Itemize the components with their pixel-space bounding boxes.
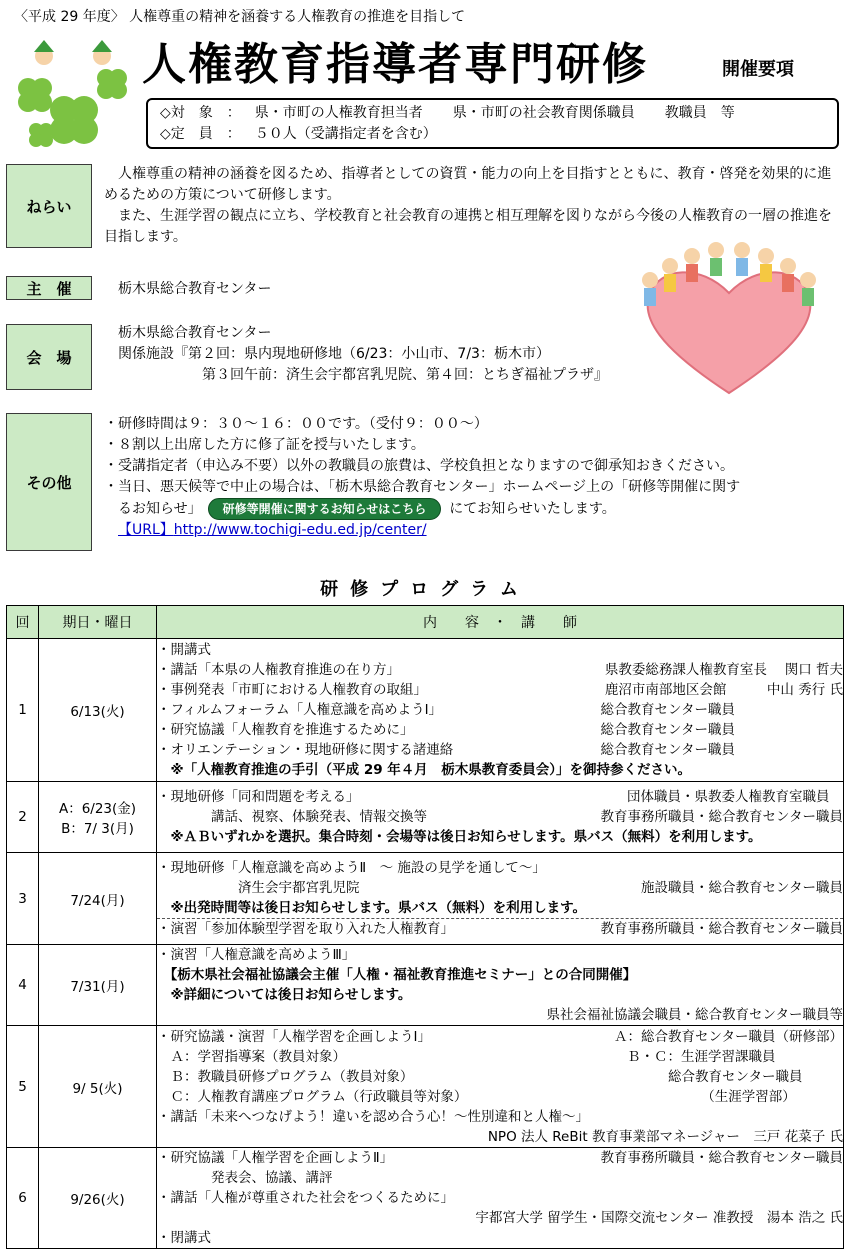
content-line <box>157 1087 843 1107</box>
row-date <box>39 853 157 945</box>
target-value-1: 県・市町の人権教育担当者 <box>254 105 423 121</box>
content-item: ・演習「参加体験型学習を取り入れた人権教育」 <box>157 921 454 937</box>
aim-paragraph-2: また、生涯学習の観点に立ち、学校教育と社会教育の連携と相互理解を図りながら今後の人権教育の一層の推進を目指します。 <box>104 208 832 245</box>
other-label: その他 <box>6 413 92 551</box>
row-date <box>39 1148 157 1249</box>
content-line <box>157 1127 843 1147</box>
content-lecturer: 鹿沼市南部地区会館 中山 秀行 氏 <box>604 682 843 698</box>
content-line <box>157 680 843 700</box>
program-row <box>7 853 844 945</box>
content-item: ※詳細については後日お知らせします。 <box>157 987 412 1003</box>
content-lecturer: （生涯学習部） <box>701 1088 843 1105</box>
row-date-1: 9/26(火) <box>70 1192 125 1208</box>
content-item: ・講話「本県の人権教育推進の在り方」 <box>157 662 400 678</box>
target-value-2: 県・市町の社会教育関係職員 <box>452 105 635 121</box>
content-lecturer: 県社会福祉協議会職員・総合教育センター職員等 <box>546 1007 843 1023</box>
aim-text <box>104 164 836 248</box>
header-date: 期日・曜日 <box>39 606 157 639</box>
clover-illustration <box>6 38 134 148</box>
content-item: ・研究協議「人権教育を推進するために」 <box>157 722 414 738</box>
content-lecturer: 宇都宮大学 留学生・国際交流センター 准教授 湯本 浩之 氏 <box>475 1210 843 1226</box>
content-item: ・研究協議「人権学習を企画しようⅡ」 <box>157 1150 394 1166</box>
row-date-1: 9/ 5(火) <box>72 1080 123 1097</box>
target-value-3: 教職員 等 <box>664 105 735 121</box>
content-lecturer: 総合教育センター職員 <box>668 1068 843 1085</box>
row-date <box>39 639 157 782</box>
content-item: Ｂ：教職員研修プログラム（教員対象） <box>157 1068 414 1085</box>
content-item: ・事例発表「市町における人権教育の取組」 <box>157 682 427 698</box>
content-line <box>157 1168 843 1188</box>
content-line <box>157 898 843 918</box>
content-line <box>157 1067 843 1087</box>
row-number: 5 <box>7 1026 39 1148</box>
content-lecturer: 施設職員・総合教育センター職員 <box>641 880 843 896</box>
content-lecturer: 県教委総務課人権教育室長 関口 哲夫 <box>604 662 843 678</box>
row-content <box>157 639 844 782</box>
venue-text <box>118 323 608 386</box>
content-line <box>157 1027 843 1047</box>
row-date-1: 7/31(月) <box>70 979 125 995</box>
host-label: 主 催 <box>6 276 92 300</box>
row-date-2: B：7/ 3(月) <box>61 821 134 837</box>
row-date-1: 7/24(月) <box>70 892 125 909</box>
content-line <box>157 1148 843 1168</box>
content-line <box>157 640 843 660</box>
program-header-row <box>7 606 844 639</box>
content-lecturer: 教育事務所職員・総合教育センター職員 <box>600 809 843 825</box>
capacity-label: ◇定 員 ： <box>160 126 241 142</box>
content-item: ・閉講式 <box>157 1230 211 1246</box>
content-line <box>157 1047 843 1067</box>
content-item: 発表会、協議、講評 <box>157 1170 333 1186</box>
content-item: ・フィルムフォーラム「人権意識を高めようⅠ」 <box>157 702 443 718</box>
content-lecturer: 総合教育センター職員 <box>600 742 843 758</box>
row-content <box>157 1026 844 1148</box>
content-line <box>157 787 843 807</box>
content-lecturer: NPO 法人 ReBit 教育事業部マネージャー 三戸 花菜子 氏 <box>487 1128 843 1145</box>
content-line <box>157 720 843 740</box>
content-line <box>157 945 843 965</box>
row-number: 1 <box>7 639 39 782</box>
row-date-1: A：6/23(金) <box>58 801 137 817</box>
other-line-5 <box>104 498 839 520</box>
content-line <box>157 807 843 827</box>
content-line <box>157 858 843 878</box>
row-date-1: 6/13(火) <box>70 704 125 720</box>
aim-paragraph-1: 人権尊重の精神の涵養を図るため、指導者としての資質・能力の向上を目指すとともに、教育・啓発を効果的に進めるための方策について研修します。 <box>104 166 832 203</box>
row-date <box>39 1026 157 1148</box>
content-line <box>157 700 843 720</box>
other-line-2: ・８割以上出席した方に修了証を授与いたします。 <box>104 437 425 453</box>
content-line <box>157 1228 843 1248</box>
capacity-value: ５０人（受講指定者を含む） <box>254 126 437 142</box>
other-line-1: ・研修時間は９：３０～１６：００です。（受付９：００～） <box>104 416 488 432</box>
row-date <box>39 945 157 1026</box>
other-line-5a: るお知らせ」 <box>118 501 202 517</box>
content-lecturer: Ａ：総合教育センター職員（研修部） <box>614 1028 843 1045</box>
program-title: 研修プログラム <box>320 579 530 600</box>
row-number: 2 <box>7 782 39 853</box>
venue-line-3: 第３回午前：済生会宇都宮乳児院、第４回：とちぎ福祉プラザ』 <box>202 367 608 383</box>
row-content <box>157 782 844 853</box>
row-number: 4 <box>7 945 39 1026</box>
content-item: 済生会宇都宮乳児院 <box>157 880 360 896</box>
program-table <box>6 605 844 1249</box>
content-line <box>157 965 843 985</box>
other-line-5b: にてお知らせいたします。 <box>449 501 616 517</box>
content-item: ・講話「未来へつなげよう！違いを認め合う心！～性別違和と人権～」 <box>157 1108 589 1125</box>
page-subtitle: 開催要項 <box>722 59 794 80</box>
content-item: ※出発時間等は後日お知らせします。県バス（無料）を利用します。 <box>157 900 587 916</box>
content-line <box>157 740 843 760</box>
content-item: ・現地研修「同和問題を考える」 <box>157 789 360 805</box>
url-text: http://www.tochigi-edu.ed.jp/center/ <box>173 522 427 538</box>
row-number: 3 <box>7 853 39 945</box>
target-label: ◇対 象 ： <box>160 105 241 121</box>
row-content <box>157 853 844 945</box>
content-item: Ｃ：人権教育講座プログラム（行政職員等対象） <box>157 1088 468 1105</box>
content-line <box>157 827 843 847</box>
aim-label: ねらい <box>6 164 92 248</box>
content-line <box>157 760 843 780</box>
program-row <box>7 782 844 853</box>
content-lecturer: Ｂ・Ｃ：生涯学習課職員 <box>627 1048 843 1065</box>
header-content: 内 容 ・ 講 師 <box>157 606 844 639</box>
content-item: 【栃木県社会福祉協議会主催「人権・福祉教育推進セミナー」との合同開催】 <box>157 967 637 983</box>
content-lecturer: 教育事務所職員・総合教育センター職員 <box>600 921 843 937</box>
content-lecturer: 総合教育センター職員 <box>600 722 843 738</box>
content-item: 講話、視察、体験発表、情報交換等 <box>157 809 427 825</box>
content-item: ※ＡＢいずれかを選択。集合時刻・会場等は後日お知らせします。県バス（無料）を利用します。 <box>157 829 762 845</box>
venue-line-2: 関係施設『第２回：県内現地研修地（6/23：小山市、7/3：栃木市） <box>118 346 550 362</box>
pre-title: 〈平成 29 年度〉 人権尊重の精神を涵養する人権教育の推進を目指して <box>14 9 466 25</box>
content-line <box>157 918 843 939</box>
heart-illustration <box>620 238 838 398</box>
other-line-4: ・当日、悪天候等で中止の場合は、「栃木県総合教育センター」ホームページ上の「研修等開催に関す <box>104 479 741 495</box>
content-item: ・研究協議・演習「人権学習を企画しようⅠ」 <box>157 1028 431 1045</box>
venue-label: 会 場 <box>6 324 92 390</box>
content-line <box>157 985 843 1005</box>
content-lecturer: 総合教育センター職員 <box>600 702 843 718</box>
header-no: 回 <box>7 606 39 639</box>
content-item: Ａ：学習指導案（教員対象） <box>157 1048 346 1065</box>
content-item: ・現地研修「人権意識を高めようⅡ ～ 施設の見学を通して～」 <box>157 860 546 876</box>
url-label: 【URL】 <box>118 522 174 538</box>
notice-button[interactable]: 研修等開催に関するお知らせはこちら <box>208 498 442 520</box>
content-item: ※「人権教育推進の手引（平成 29 年４月 栃木県教育委員会）」を御持参ください。 <box>157 762 692 778</box>
url-line <box>104 520 839 541</box>
row-content <box>157 945 844 1026</box>
other-line-3: ・受講指定者（申込み不要）以外の教職員の旅費は、学校負担となりますので御承知おきください。 <box>104 458 734 474</box>
program-row <box>7 639 844 782</box>
content-item: ・講話「人権が尊重された社会をつくるために」 <box>157 1190 454 1206</box>
target-info-box <box>146 98 839 149</box>
content-line <box>157 660 843 680</box>
row-date <box>39 782 157 853</box>
content-item: ・オリエンテーション・現地研修に関する諸連絡 <box>157 742 454 758</box>
content-lecturer: 団体職員・県教委人権教育室職員 <box>627 789 843 805</box>
content-line <box>157 1107 843 1127</box>
content-line <box>157 1005 843 1025</box>
page-title: 人権教育指導者専門研修 <box>142 39 648 90</box>
program-row <box>7 1026 844 1148</box>
content-line <box>157 1188 843 1208</box>
program-row <box>7 945 844 1026</box>
program-body <box>7 639 844 1249</box>
other-text <box>104 414 839 541</box>
program-row <box>7 1148 844 1249</box>
row-content <box>157 1148 844 1249</box>
host-value: 栃木県総合教育センター <box>118 281 272 297</box>
venue-line-1: 栃木県総合教育センター <box>118 325 272 341</box>
row-number: 6 <box>7 1148 39 1249</box>
url-link[interactable] <box>118 522 427 538</box>
content-lecturer: 教育事務所職員・総合教育センター職員 <box>600 1150 843 1166</box>
content-item: ・開講式 <box>157 642 211 658</box>
content-line <box>157 1208 843 1228</box>
content-item: ・演習「人権意識を高めようⅢ」 <box>157 947 356 963</box>
content-line <box>157 878 843 898</box>
